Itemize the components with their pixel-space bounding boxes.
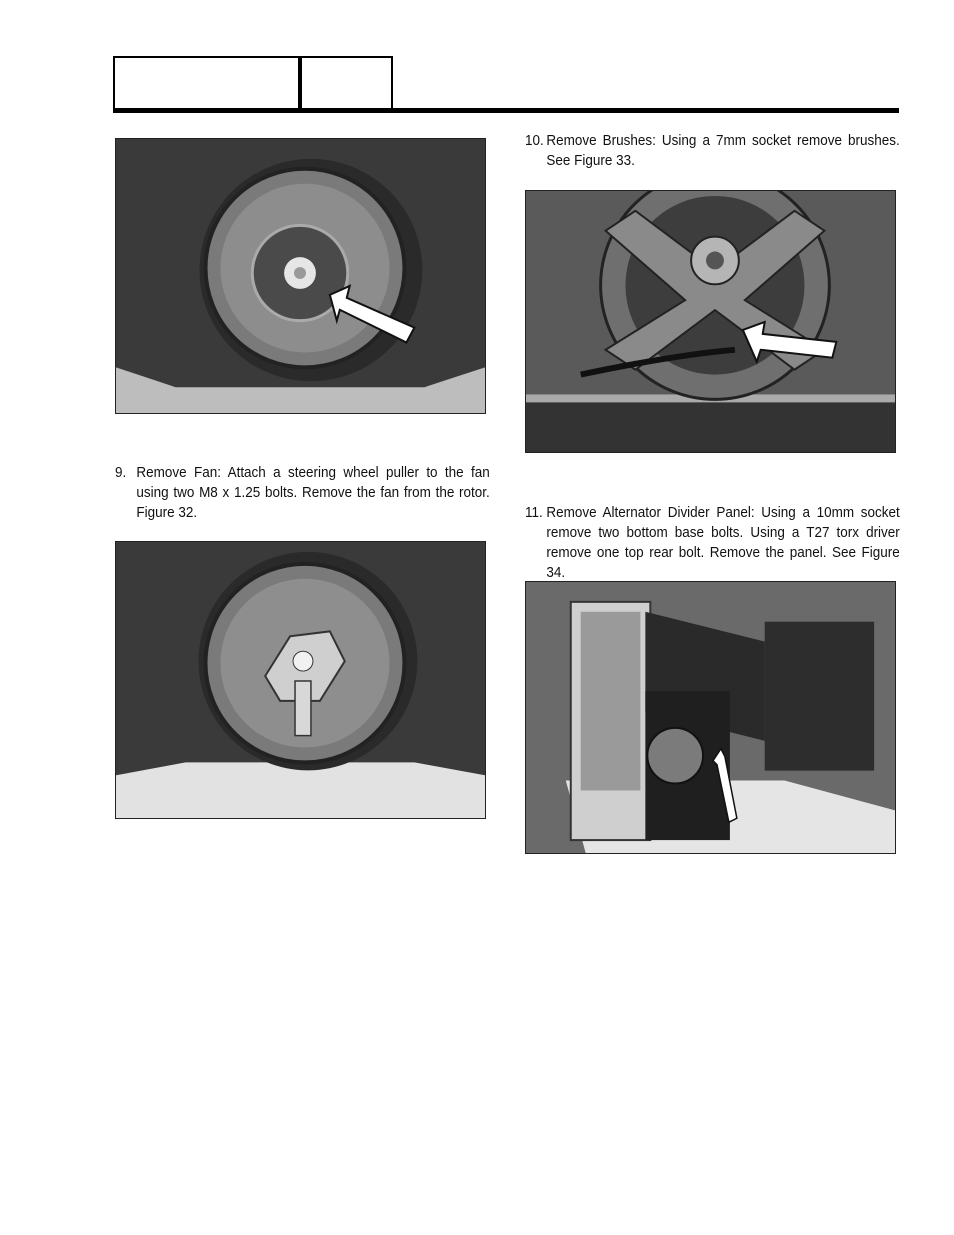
fan-photo-illustration: [116, 139, 485, 413]
step-10-text: Remove Brushes: Using a 7mm socket remove brushes. See Figure 33.: [546, 133, 900, 169]
brushes-photo-illustration: [526, 191, 895, 452]
header-rule: [113, 108, 899, 113]
step-9-number: 9.: [115, 465, 127, 481]
figure-fan-with-arrow: [115, 138, 486, 414]
figure-divider-panel: [525, 581, 896, 854]
step-9: [115, 463, 490, 523]
step-10-number: 10.: [525, 133, 544, 149]
divider-panel-photo-illustration: [526, 582, 895, 853]
step-11-number: 11.: [525, 505, 543, 521]
puller-photo-illustration: [116, 542, 485, 818]
step-9-text: Remove Fan: Attach a steering wheel puller to the fan using two M8 x 1.25 bolts. Remove the fan from the rotor. Figure 32.: [136, 465, 490, 521]
step-11: [525, 503, 900, 583]
figure-fan-puller: [115, 541, 486, 819]
step-11-text: Remove Alternator Divider Panel: Using a 10mm socket remove two bottom base bolts. Using a T27 torx driver remove one top rear bolt. Remove the panel. See Figure 34.: [546, 505, 900, 581]
header-box-right: [300, 56, 393, 112]
header-box-left: [113, 56, 300, 112]
figure-brushes: [525, 190, 896, 453]
step-10: [525, 131, 900, 171]
